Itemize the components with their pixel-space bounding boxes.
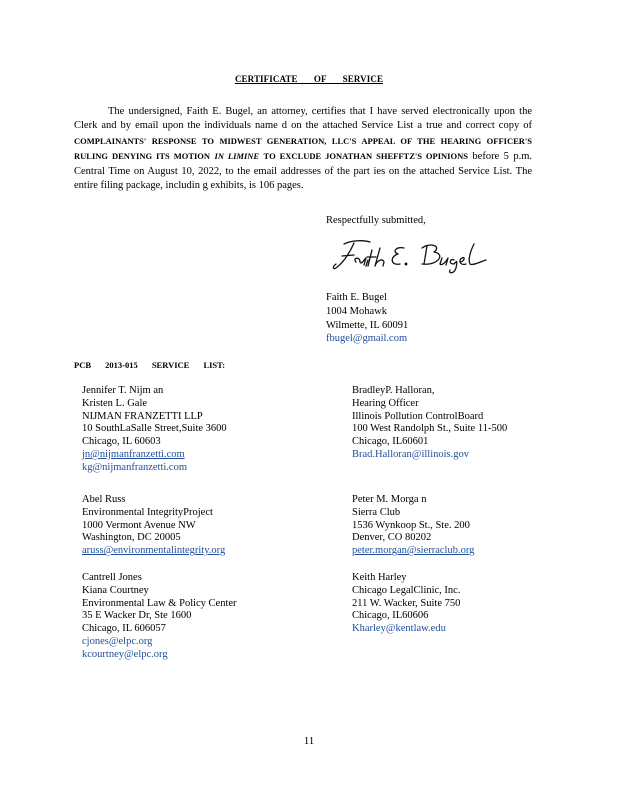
contact-line: Peter M. Morga n (352, 494, 427, 505)
sender-email-link[interactable]: fbugel@gmail.com (326, 333, 408, 345)
service-list-label: PCB 2013-015 SERVICE LIST: (74, 360, 226, 370)
contact-line: 211 W. Wacker, Suite 750 (352, 597, 461, 609)
closing-text: Respectfully submitted, (326, 215, 426, 226)
contact-email-link[interactable]: jn@nijmanfranzetti.com (82, 448, 185, 460)
contact-line: Illinois Pollution ControlBoard (352, 410, 484, 422)
sender-address-1: 1004 Mohawk (326, 305, 387, 317)
contact-line: Denver, CO 80202 (352, 532, 432, 544)
sender-name: Faith E. Bugel (326, 292, 387, 303)
contact-line: Chicago, IL60601 (352, 436, 429, 448)
body-intro: The undersigned, Faith E. Bugel, an attorney, certifies that I have served electronically upon the Clerk and by email upon the individuals name d on the attached Service List a true and correct copy of (74, 106, 532, 132)
contact-line: Jennifer T. Nijm an (82, 385, 164, 396)
contact-line: 10 SouthLaSalle Street,Suite 3600 (82, 423, 227, 435)
service-contact (352, 572, 460, 636)
contact-line: Environmental IntegrityProject (82, 506, 213, 518)
service-contact (82, 385, 227, 475)
contact-line: 100 West Randolph St., Suite 11-500 (352, 423, 508, 435)
service-contact (82, 572, 237, 662)
contact-email-link[interactable]: aruss@environmentalintegrity.org (82, 545, 226, 557)
contact-line: Washington, DC 20005 (82, 532, 181, 544)
certificate-body (74, 105, 532, 193)
body-in-limine: IN LIMINE (214, 151, 260, 162)
contact-email-link[interactable]: cjones@elpc.org (82, 635, 153, 647)
contact-email-link[interactable]: Brad.Halloran@illinois.gov (352, 448, 469, 460)
contact-line: Abel Russ (82, 494, 126, 505)
certificate-title: CERTIFICATE OF SERVICE (234, 74, 384, 84)
contact-line: 1536 Wynkoop St., Ste. 200 (352, 519, 470, 531)
body-document-title: COMPLAINANTS' RESPONSE TO MIDWEST GENERATION, LLC'S APPEAL OF THE HEARING OFFICER'S RULING DENYING ITS MOTION (74, 135, 532, 162)
sender-address-2: Wilmette, IL 60091 (326, 319, 409, 331)
contact-line: Kiana Courtney (82, 584, 149, 596)
contact-line: Kristen L. Gale (82, 397, 148, 409)
contact-line: 1000 Vermont Avenue NW (82, 519, 196, 531)
contact-line: Chicago, IL 606057 (82, 623, 166, 635)
contact-email-link[interactable]: Kharley@kentlaw.edu (352, 623, 446, 635)
page-number: 11 (303, 735, 315, 747)
contact-line: Chicago, IL 60603 (82, 436, 161, 448)
contact-line: 35 E Wacker Dr, Ste 1600 (82, 610, 192, 622)
handwritten-signature (330, 234, 490, 280)
contact-line: Hearing Officer (352, 397, 419, 409)
contact-line: Keith Harley (352, 572, 407, 583)
sender-block (326, 291, 408, 346)
body-document-title-2: TO EXCLUDE JONATHAN SHEFFTZ'S OPINIONS (263, 151, 468, 162)
contact-line: BradleyP. Halloran, (352, 385, 435, 396)
body-end: before 5 p.m. Central Time on August 10, 2022, to the email addresses of the part ies on the attached Service List. The entire filing package, includin g exhibits, is 106 pages. (74, 151, 533, 192)
contact-line: NIJMAN FRANZETTI LLP (82, 410, 203, 422)
service-contact (352, 494, 474, 558)
contact-line: Cantrell Jones (82, 572, 142, 583)
contact-line: Environmental Law & Policy Center (82, 597, 237, 609)
contact-email-link[interactable]: kcourtney@elpc.org (82, 648, 168, 660)
contact-line: Chicago LegalClinic, Inc. (352, 584, 461, 596)
contact-line: Chicago, IL60606 (352, 610, 429, 622)
contact-line: Sierra Club (352, 506, 401, 518)
service-contact (82, 494, 225, 558)
service-contact (352, 385, 507, 462)
contact-email-link[interactable]: peter.morgan@sierraclub.org (352, 545, 475, 557)
contact-email-link[interactable]: kg@nijmanfranzetti.com (82, 461, 188, 473)
